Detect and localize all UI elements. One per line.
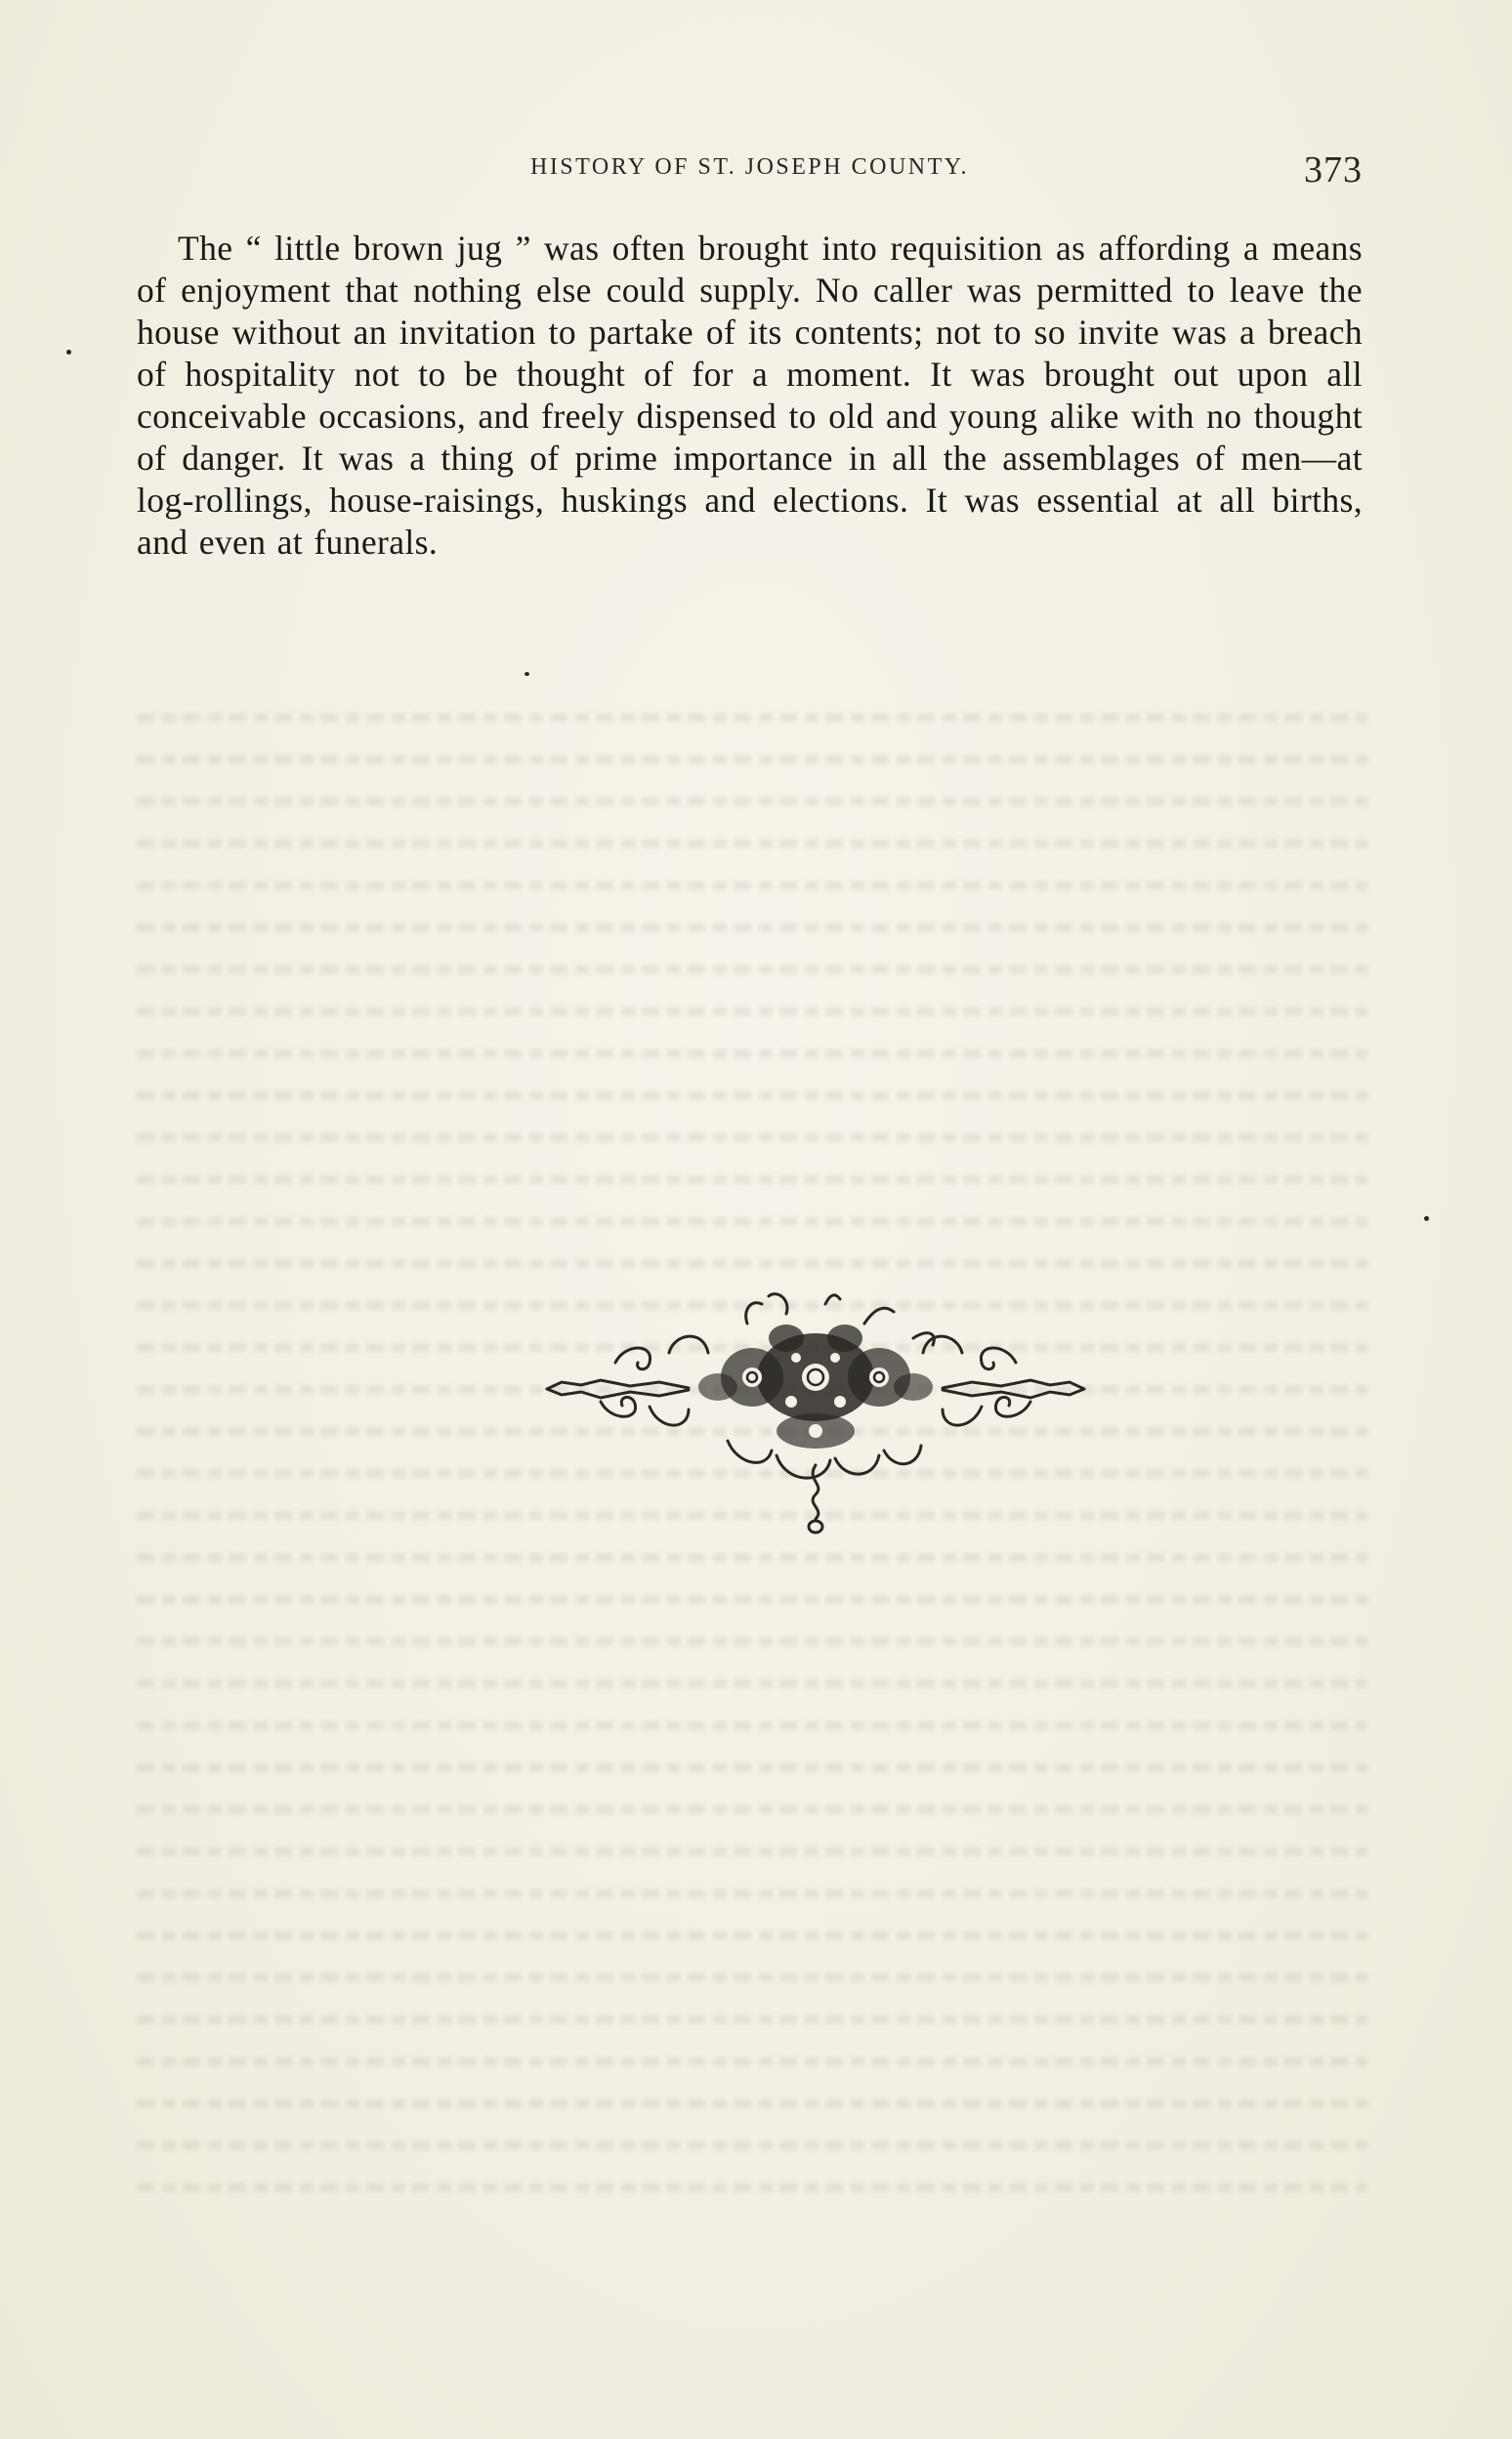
running-title: HISTORY OF ST. JOSEPH COUNTY. — [529, 154, 970, 180]
ink-speck — [66, 350, 71, 355]
ink-speck — [1424, 1216, 1429, 1221]
ink-speck — [525, 672, 529, 676]
floral-tailpiece-ornament-icon — [542, 1284, 1089, 1538]
page-number: 373 — [1304, 149, 1363, 190]
body-paragraph: The “ little brown jug ” was often brought into requisition as affording a means of enjoyment that nothing else could supply. No caller was permitted to leave the house without an invitation to partake of its contents; not to so invite was a breach of hospitality not to be thought of for a moment. It was brought out upon all conceivable occasions, and freely dispensed to old and young alike with no thought of danger. It was a thing of prime importance in all the assemblages of men—at log-rollings, house-raisings, huskings and elections. It was essential at all births, and even at funerals. — [137, 229, 1363, 562]
running-header — [137, 148, 1363, 191]
